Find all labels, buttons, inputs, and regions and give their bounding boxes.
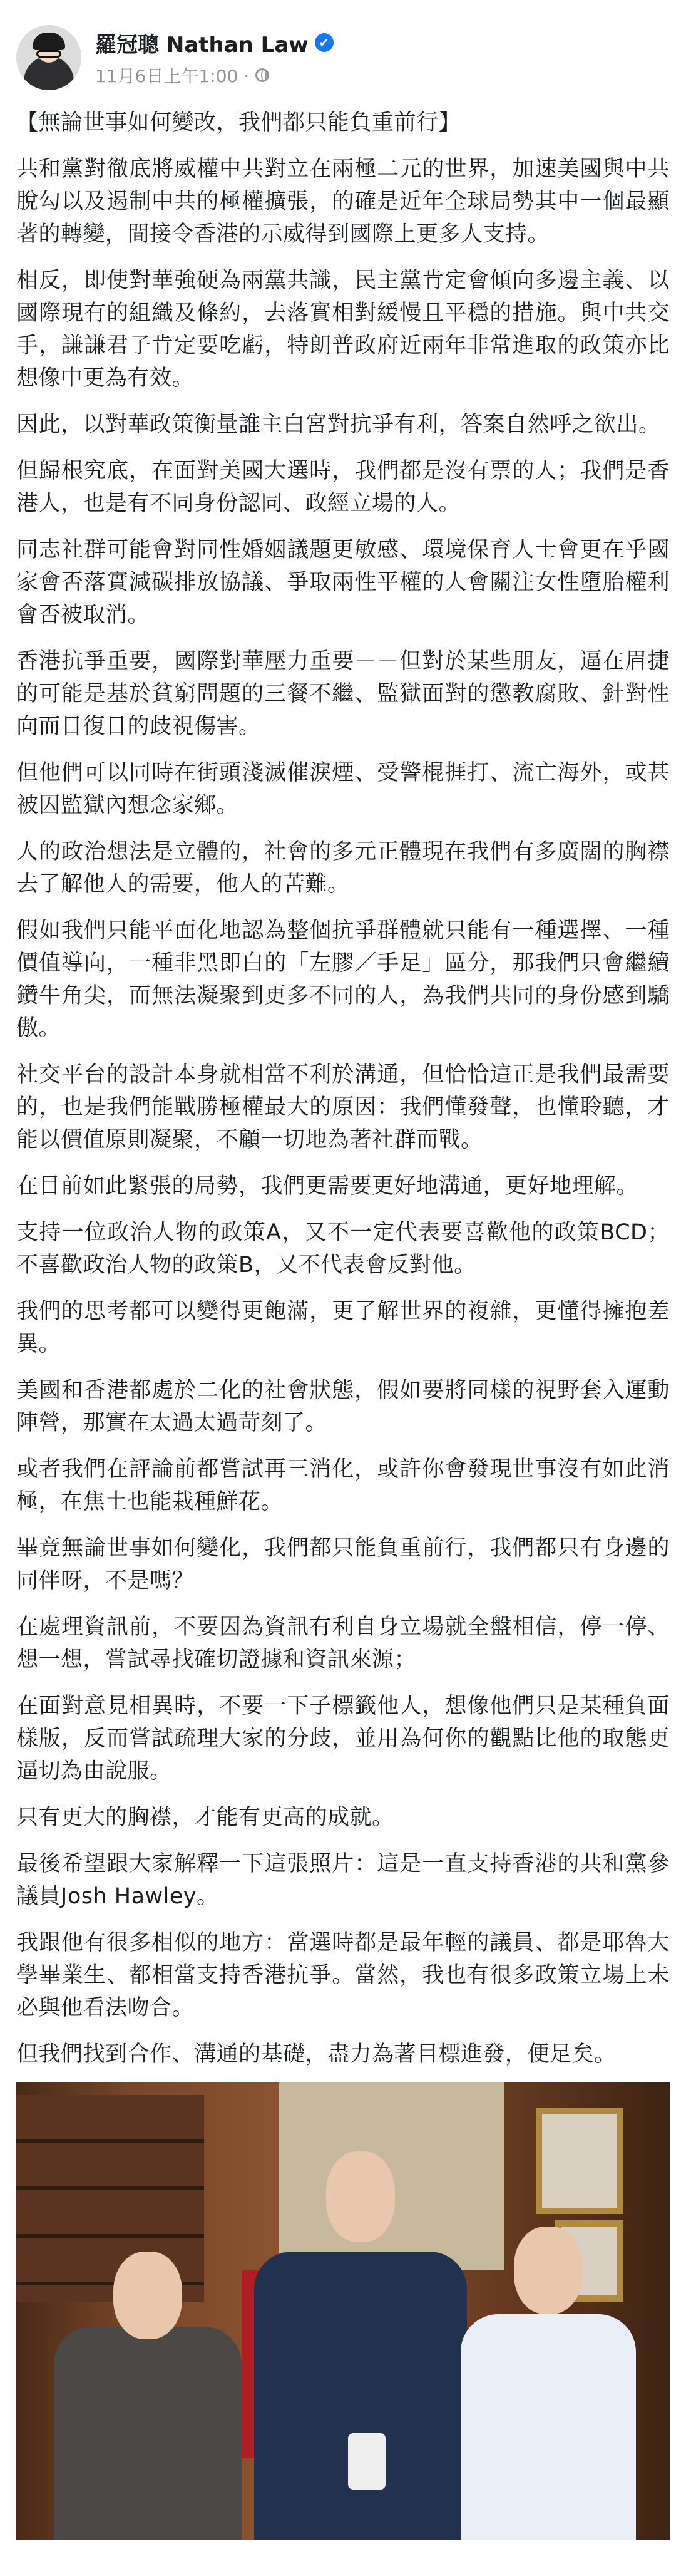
photo-suit — [254, 2252, 467, 2540]
author-name[interactable]: 羅冠聰 Nathan Law — [95, 32, 309, 58]
photo-head — [514, 2227, 583, 2314]
post-paragraph: 但我們找到合作、溝通的基礎，盡力為著目標進發，便足矣。 — [16, 2042, 617, 2067]
post-paragraph: 因此，以對華政策衡量誰主白宮對抗爭有利，答案自然呼之欲出。 — [16, 412, 661, 437]
post-timestamp[interactable]: 11月6日上午1:00 · — [95, 66, 250, 86]
post-photo[interactable] — [16, 2082, 670, 2540]
post-paragraph: 假如我們只能平面化地認為整個抗爭群體就只能有一種選擇、一種價值導向，一種非黑即白的「左膠／手足」區分，那我們只會繼續鑽牛角尖，而無法凝聚到更多不同的人，為我們共同的身份感到驕傲。 — [16, 918, 670, 1041]
post-paragraph: 人的政治想法是立體的，社會的多元正體現在我們有多廣闊的胸襟去了解他人的需要，他人的苦難。 — [16, 839, 670, 897]
post-paragraph: 在面對意見相異時，不要一下子標籤他人，想像他們只是某種負面樣版，反而嘗試疏理大家的分歧，並用為何你的觀點比他的取態更逼切為由說服。 — [16, 1694, 670, 1784]
photo-person-left — [54, 2227, 242, 2540]
post-paragraph: 共和黨對徹底將威權中共對立在兩極二元的世界，加速美國與中共脫勾以及遏制中共的極權擴張，的確是近年全球局勢其中一個最顯著的轉變，間接令香港的示威得到國際上更多人支持。 — [16, 157, 670, 247]
author-line — [95, 28, 334, 58]
post-title: 【無論世事如何變改，我們都只能負重前行】 — [16, 110, 461, 135]
photo-head — [113, 2252, 182, 2339]
post-body — [16, 106, 670, 2360]
post-paragraph: 香港抗爭重要，國際對華壓力重要－－但對於某些朋友，逼在眉捷的可能是基於貧窮問題的三餐不繼、監獄面對的懲教腐敗、針對性向而日復日的歧視傷害。 — [16, 649, 670, 739]
post-paragraph: 社交平台的設計本身就相當不利於溝通，但恰恰這正是我們最需要的，也是我們能戰勝極權最大的原因：我們懂發聲，也懂聆聽，才能以價值原則凝聚，不顧一切地為著社群而戰。 — [16, 1062, 670, 1152]
verified-icon: ✔ — [315, 33, 334, 52]
post-paragraph: 畢竟無論世事如何變化，我們都只能負重前行，我們都只有身邊的同伴呀，不是嗎？ — [16, 1536, 670, 1593]
post-header — [16, 25, 670, 94]
post-paragraph: 最後希望跟大家解釋一下這張照片：這是一直支持香港的共和黨參議員Josh Hawley。 — [16, 1851, 670, 1909]
photo-suit — [461, 2314, 636, 2540]
photo-head — [326, 2151, 395, 2242]
post-paragraph: 或者我們在評論前都嘗試再三消化，或許你會發現世事沒有如此消極，在焦土也能栽種鮮花。 — [16, 1457, 670, 1514]
photo-trophy — [348, 2433, 386, 2490]
post-paragraph: 支持一位政治人物的政策A，又不一定代表要喜歡他的政策BCD；不喜歡政治人物的政策B，又不代表會反對他。 — [16, 1220, 670, 1278]
post-paragraph: 但他們可以同時在街頭淺滅催淚煙、受警棍捱打、流亡海外，或甚被囚監獄內想念家鄉。 — [16, 760, 670, 818]
post-meta — [95, 63, 269, 88]
avatar-glasses — [36, 50, 61, 58]
post-paragraph: 但歸根究底，在面對美國大選時，我們都是沒有票的人；我們是香港人，也是有不同身份認同、政經立場的人。 — [16, 458, 670, 516]
post-paragraph: 只有更大的胸襟，才能有更高的成就。 — [16, 1805, 394, 1830]
post-paragraph: 美國和香港都處於二化的社會狀態，假如要將同樣的視野套入運動陣營，那實在太過太過苛刻了。 — [16, 1378, 670, 1435]
avatar[interactable] — [16, 25, 81, 90]
public-globe-icon — [255, 68, 269, 82]
post-paragraph: 同志社群可能會對同性婚姻議題更敏感、環境保育人士會更在乎國家會否落實減碳排放協議、爭取兩性平權的人會關注女性墮胎權利會否被取消。 — [16, 537, 670, 628]
post-paragraph: 我跟他有很多相似的地方：當選時都是最年輕的議員、都是耶魯大學畢業生、都相當支持香港抗爭。當然，我也有很多政策立場上未必與他看法吻合。 — [16, 1930, 670, 2020]
photo-person-right — [461, 2201, 636, 2540]
post-paragraph: 在處理資訊前，不要因為資訊有利自身立場就全盤相信，停一停、想一想，嘗試尋找確切證據和資訊來源； — [16, 1615, 670, 1672]
photo-frame — [536, 2108, 623, 2214]
post-paragraph: 我們的思考都可以變得更飽滿，更了解世界的複雜，更懂得擁抱差異。 — [16, 1299, 670, 1357]
post-paragraph: 在目前如此緊張的局勢，我們更需要更好地溝通，更好地理解。 — [16, 1174, 639, 1199]
photo-suit — [54, 2327, 242, 2540]
post-paragraph: 相反，即使對華強硬為兩黨共識，民主黨肯定會傾向多邊主義、以國際現有的組織及條約，去落實相對緩慢且平穩的措施。與中共交手，謙謙君子肯定要吃虧，特朗普政府近兩年非常進取的政策亦比想像中更為有效。 — [16, 268, 670, 391]
avatar-hair — [33, 33, 65, 50]
